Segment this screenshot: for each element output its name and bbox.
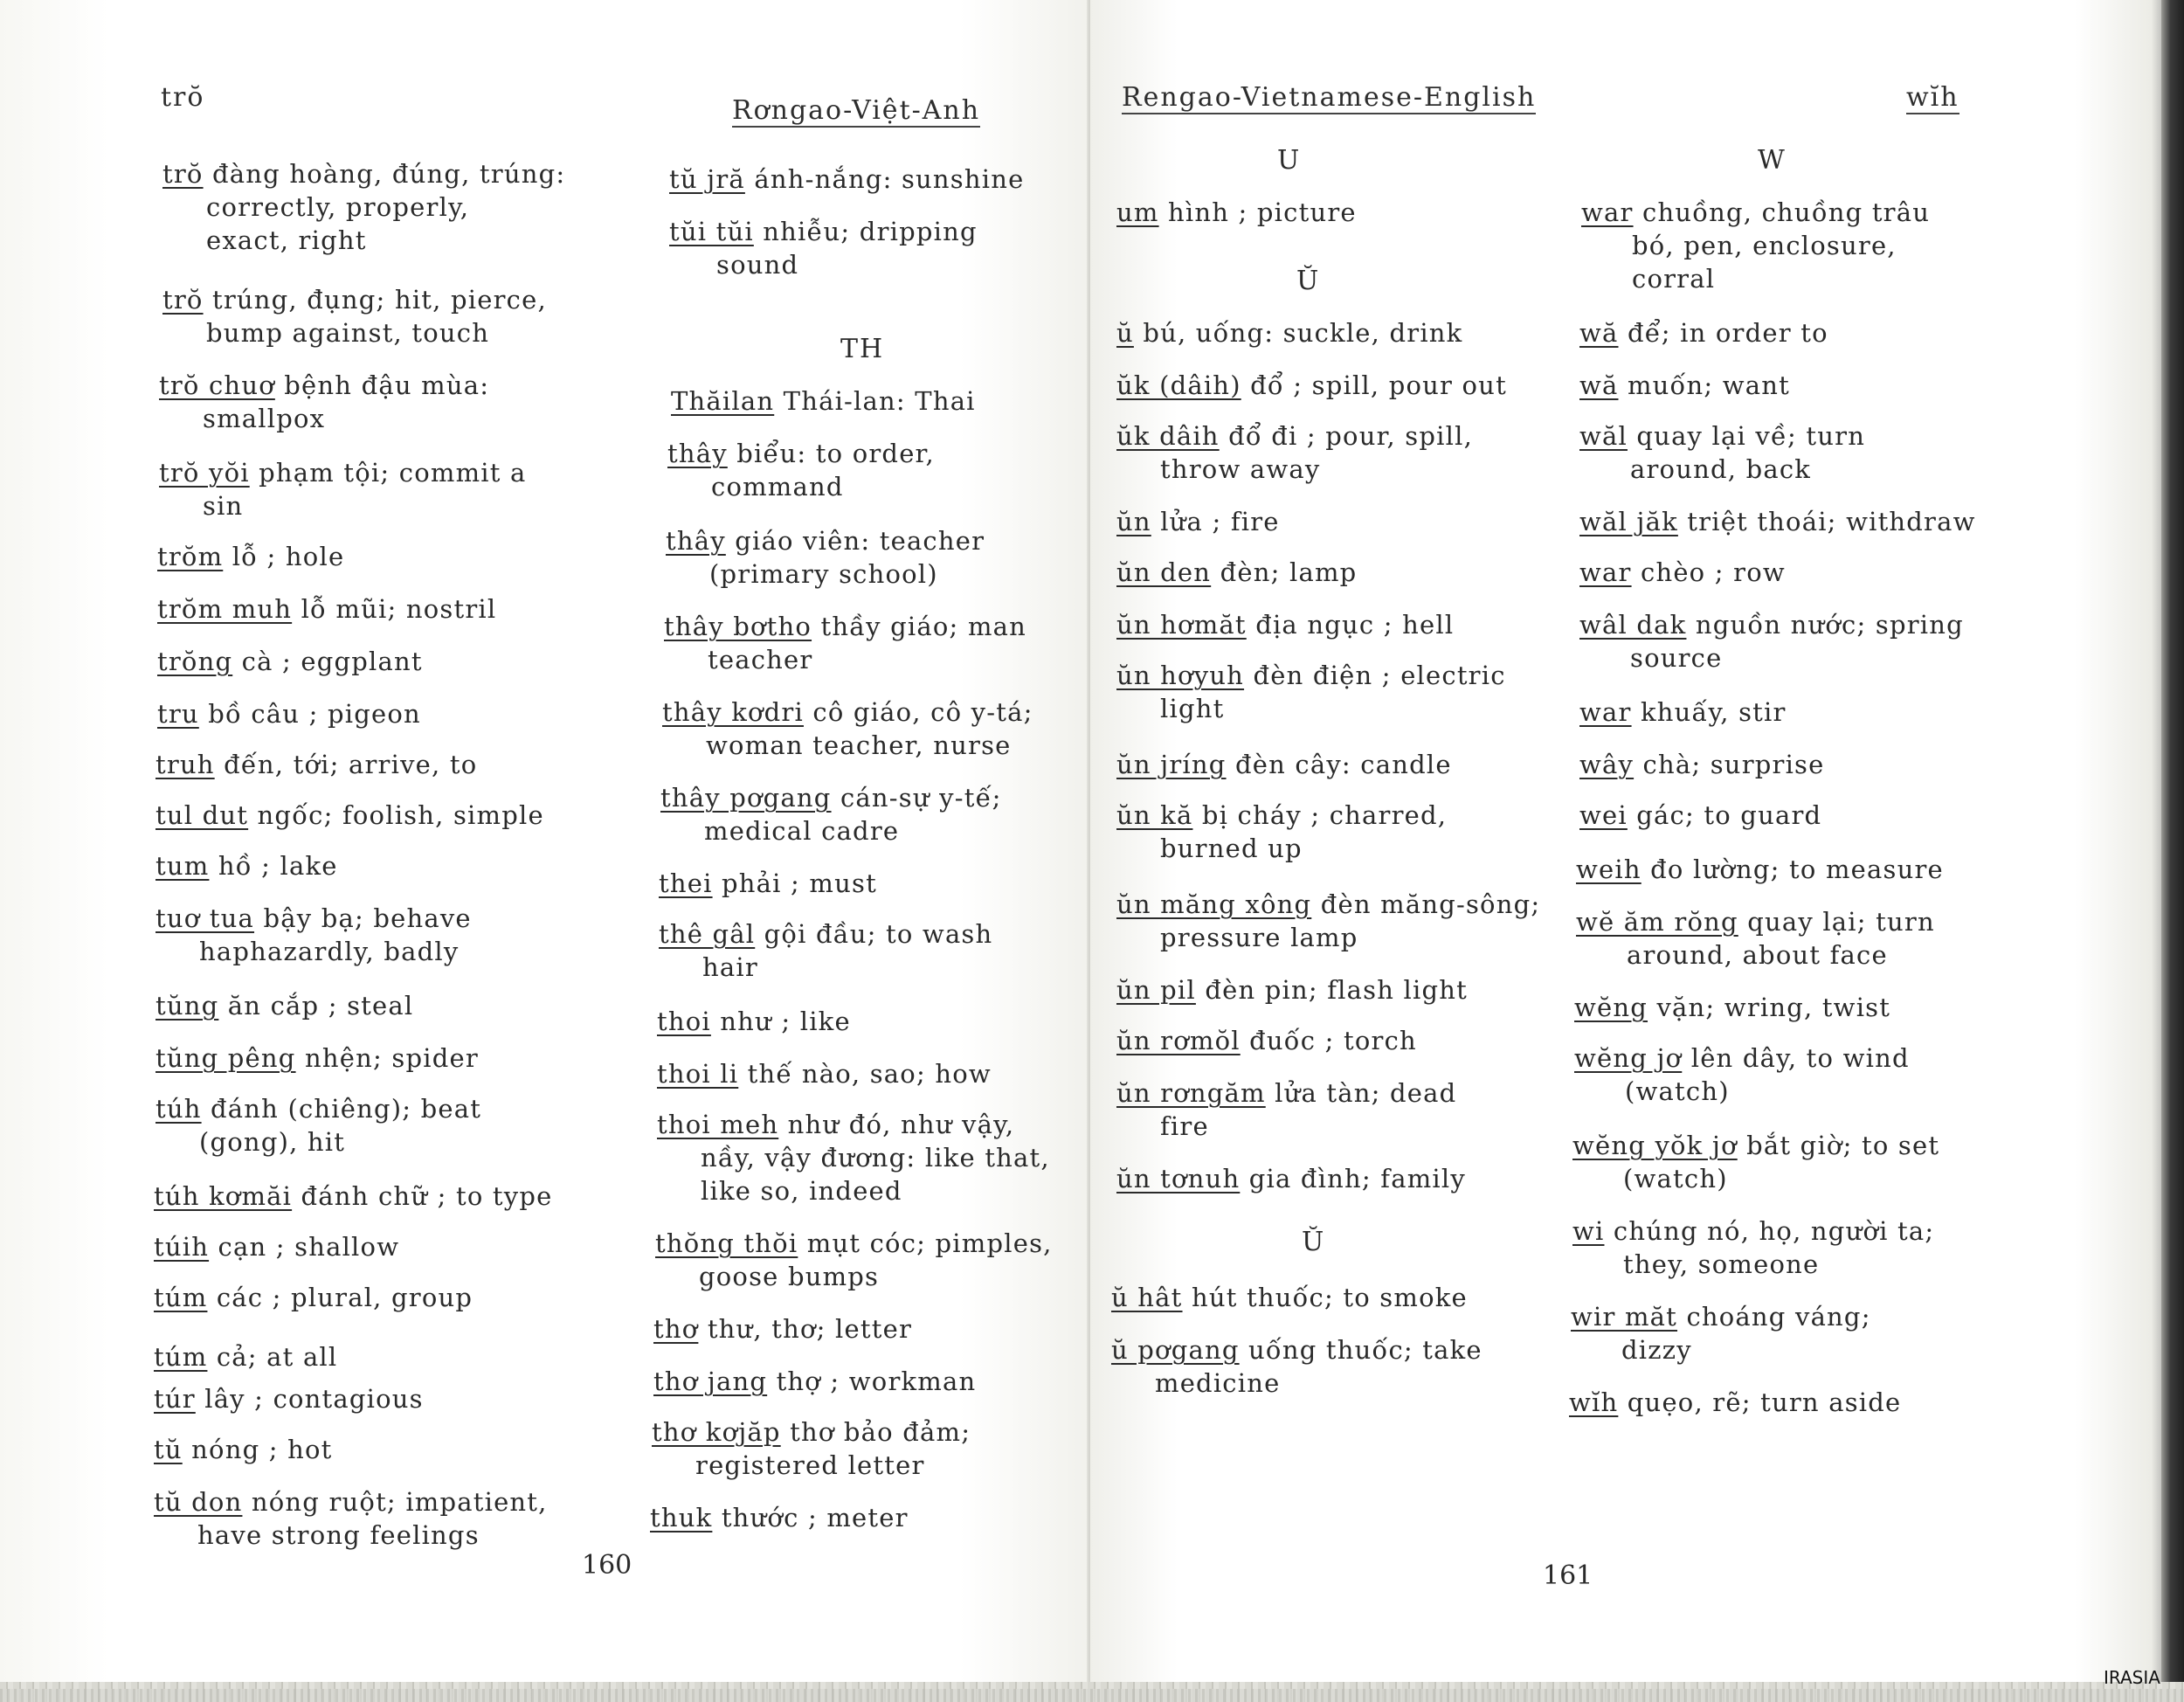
left-running-head: Rơngao-Việt-Anh — [732, 95, 981, 126]
list-item: tum hồ ; lake — [156, 851, 338, 881]
list-item: wĭh quẹo, rẽ; turn aside — [1569, 1387, 1902, 1417]
list-item: tŭng pêng nhện; spider — [156, 1043, 479, 1073]
list-item: thây biểu: to order, command — [667, 439, 935, 502]
list-item: wĕng vặn; wring, twist — [1574, 993, 1891, 1022]
list-item: thây pơgang cán-sự y-tế; medical cadre — [660, 783, 1002, 846]
watermark: IRASIA — [2104, 1667, 2160, 1688]
list-item: thơ thư, thơ; letter — [653, 1314, 913, 1344]
list-item: ŭn hơyuh đèn điện ; electric light — [1116, 661, 1506, 723]
list-item: ŭn kă bị cháy ; charred, burned up — [1116, 800, 1448, 863]
list-item: tru bồ câu ; pigeon — [157, 699, 421, 729]
list-item: trŏ chuơ bệnh đậu mùa: smallpox — [159, 370, 490, 433]
list-item: wây chà; surprise — [1579, 750, 1825, 779]
list-item: trŏm lỗ ; hole — [157, 542, 345, 571]
right-page — [1090, 0, 2184, 1702]
list-item: trŏ trúng, đụng; hit, pierce, bump against, touch — [162, 285, 547, 348]
list-item: trŏ đàng hoàng, đúng, trúng: correctly, properly, exact, right — [162, 159, 566, 255]
list-item: wăl quay lại về; turn around, back — [1579, 421, 1866, 484]
list-item: ŭ bú, uống: suckle, drink — [1116, 318, 1463, 348]
list-item: war chèo ; row — [1579, 557, 1786, 587]
section-heading-w: W — [1758, 145, 1787, 176]
list-item: trŏm muh lỗ mũi; nostril — [157, 594, 497, 624]
scan-bottom-edge-texture — [0, 1689, 2184, 1702]
scan-edge-shadow — [2161, 0, 2184, 1702]
list-item: ŭn tơnuh gia đình; family — [1116, 1164, 1466, 1193]
list-item: thơ jang thợ ; workman — [653, 1366, 977, 1396]
list-item: ŭn rơngăm lửa tàn; dead fire — [1116, 1078, 1457, 1141]
list-item: tul dut ngốc; foolish, simple — [156, 800, 544, 830]
right-guide-word: wĭh — [1906, 82, 1959, 113]
list-item: thây giáo viên: teacher (primary school) — [666, 526, 985, 589]
list-item: wei gác; to guard — [1579, 800, 1822, 830]
page-number-right: 161 — [1543, 1560, 1593, 1591]
list-item: wĕng yŏk jơ bắt giờ; to set (watch) — [1572, 1131, 1940, 1193]
list-item: tŭi tŭi nhiễu; dripping sound — [669, 217, 978, 280]
list-item: túm các ; plural, group — [154, 1283, 473, 1312]
list-item: Thăilan Thái-lan: Thai — [671, 386, 976, 416]
list-item: ŭk (dâih) đổ ; spill, pour out — [1116, 370, 1507, 400]
list-item: túh đánh (chiêng); beat (gong), hit — [156, 1094, 482, 1157]
list-item: ŭ pơgang uống thuốc; take medicine — [1111, 1335, 1482, 1398]
page-number-left: 160 — [582, 1550, 632, 1581]
list-item: tŭng ăn cắp ; steal — [156, 991, 414, 1021]
list-item: thoi như ; like — [657, 1007, 851, 1036]
list-item: ŭk dâih đổ đi ; pour, spill, throw away — [1116, 421, 1473, 484]
list-item: wi chúng nó, họ, người ta; they, someone — [1572, 1216, 1935, 1279]
list-item: thơ kơjăp thơ bảo đảm; registered letter — [652, 1417, 971, 1480]
list-item: tŭ jră ánh-nắng: sunshine — [669, 164, 1025, 194]
list-item: weih đo lường; to measure — [1576, 854, 1944, 884]
list-item: ŭn den đèn; lamp — [1116, 557, 1358, 587]
list-item: túr lây ; contagious — [154, 1384, 424, 1414]
list-item: tŭ nóng ; hot — [154, 1435, 333, 1464]
list-item: túh kơmăi đánh chữ ; to type — [154, 1181, 553, 1211]
list-item: wăl jăk triệt thoái; withdraw — [1579, 507, 1976, 536]
left-guide-word: trŏ — [161, 82, 205, 113]
list-item: tuơ tua bậy bạ; behave haphazardly, badly — [156, 903, 472, 966]
list-item: wă để; in order to — [1579, 318, 1828, 348]
list-item: ŭn măng xông đèn măng-sông; pressure lamp — [1116, 889, 1541, 952]
section-heading-u-horn: Ŭ — [1302, 1227, 1326, 1257]
list-item: war chuồng, chuồng trâu bó, pen, enclosure, corral — [1581, 197, 1931, 294]
list-item: thoi meh như đó, như vậy, nầy, vậy đương: like that, like so, indeed — [657, 1110, 1050, 1206]
list-item: wĕng jơ lên dây, to wind (watch) — [1574, 1043, 1910, 1106]
list-item: ŭn lửa ; fire — [1116, 507, 1280, 536]
section-heading-u: U — [1277, 145, 1302, 176]
list-item: trŏ yŏi phạm tội; commit a sin — [159, 458, 527, 521]
list-item: thuk thước ; meter — [650, 1503, 909, 1532]
list-item: thei phải ; must — [659, 868, 877, 898]
list-item: ŭn rơmŏl đuốc ; torch — [1116, 1026, 1417, 1055]
list-item: ŭn pil đèn pin; flash light — [1116, 975, 1468, 1005]
list-item: thê gâl gội đầu; to wash hair — [659, 919, 993, 982]
section-heading: TH — [840, 334, 885, 364]
list-item: tŭ don nóng ruột; impatient, have strong feelings — [154, 1487, 548, 1550]
list-item: túih cạn ; shallow — [154, 1232, 400, 1262]
list-item: wă muốn; want — [1579, 370, 1790, 400]
list-item: ŭn jríng đèn cây: candle — [1116, 750, 1452, 779]
list-item: trŏng cà ; eggplant — [157, 647, 423, 676]
list-item: war khuấy, stir — [1579, 697, 1787, 727]
section-heading-u-breve: Ŭ — [1296, 266, 1321, 296]
list-item: truh đến, tới; arrive, to — [156, 750, 478, 779]
list-item: túm cả; at all — [154, 1342, 338, 1372]
list-item: ŭ hât hút thuốc; to smoke — [1111, 1283, 1468, 1312]
list-item: wâl dak nguồn nước; spring source — [1579, 610, 1964, 673]
list-item: thây kơdri cô giáo, cô y-tá; woman teacher, nurse — [662, 697, 1033, 760]
list-item: thoi li thế nào, sao; how — [657, 1059, 992, 1089]
list-item: thŏng thŏi mụt cóc; pimples, goose bumps — [655, 1228, 1053, 1291]
list-item: thây bơtho thầy giáo; man teacher — [664, 612, 1027, 675]
list-item: um hình ; picture — [1116, 197, 1357, 227]
list-item: wĕ ăm rŏng quay lại; turn around, about face — [1576, 907, 1935, 970]
list-item: wir măt choáng váng; dizzy — [1571, 1302, 1871, 1365]
left-page — [0, 0, 1090, 1702]
right-running-head: Rengao-Vietnamese-English — [1122, 82, 1537, 113]
list-item: ŭn hơmăt địa ngục ; hell — [1116, 610, 1455, 640]
